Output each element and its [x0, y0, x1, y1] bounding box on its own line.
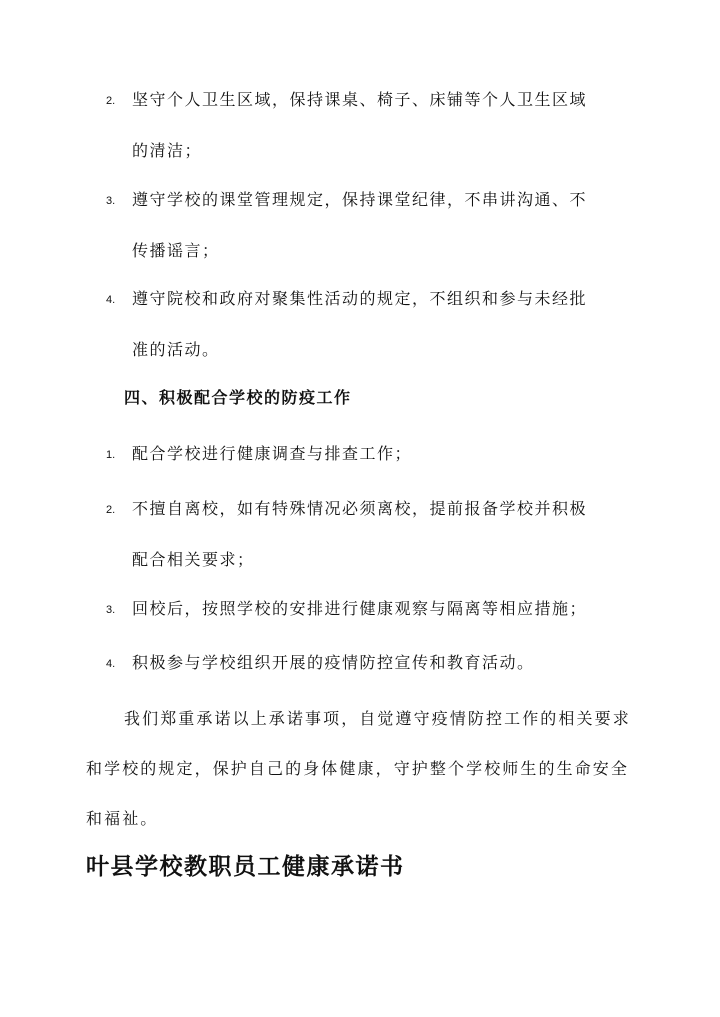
item-text: 配合学校进行健康调查与排查工作；: [132, 444, 413, 463]
item-text: 积极参与学校组织开展的疫情防控宣传和教育活动。: [132, 653, 535, 672]
item-number: 4.: [106, 294, 116, 306]
document-title: 叶县学校教职员工健康承诺书: [86, 853, 405, 880]
list-item: [106, 429, 626, 480]
closing-paragraph: 我们郑重承诺以上承诺事项，自觉遵守疫情防控工作的相关要求和学校的规定，保护自己的身体健康，守护整个学校师生的生命安全和福祉。: [86, 709, 631, 828]
item-text-continued: 传播谣言；: [132, 241, 220, 260]
list-item: [106, 638, 626, 689]
list-item: [106, 175, 626, 276]
item-text-continued: 准的活动。: [132, 340, 220, 359]
item-text-continued: 的清洁；: [132, 141, 203, 160]
item-number: 1.: [106, 449, 116, 461]
item-number: 2.: [106, 95, 116, 107]
item-text: 回校后，按照学校的安排进行健康观察与隔离等相应措施；: [132, 599, 588, 618]
section-heading: 四、积极配合学校的防疫工作: [124, 388, 352, 407]
item-number: 3.: [106, 195, 116, 207]
list-item: [106, 274, 626, 375]
item-number: 3.: [106, 604, 116, 616]
list-item: [106, 584, 626, 635]
list-item: [106, 484, 626, 585]
item-text: 不擅自离校，如有特殊情况必须离校，提前报备学校并积极: [132, 499, 588, 518]
item-number: 4.: [106, 658, 116, 670]
item-text: 坚守个人卫生区域，保持课桌、椅子、床铺等个人卫生区域: [132, 90, 588, 109]
item-text: 遵守学校的课堂管理规定，保持课堂纪律，不串讲沟通、不: [132, 190, 588, 209]
list-item: [106, 75, 626, 176]
item-text: 遵守院校和政府对聚集性活动的规定，不组织和参与未经批: [132, 289, 588, 308]
item-text-continued: 配合相关要求；: [132, 550, 255, 569]
item-number: 2.: [106, 504, 116, 516]
